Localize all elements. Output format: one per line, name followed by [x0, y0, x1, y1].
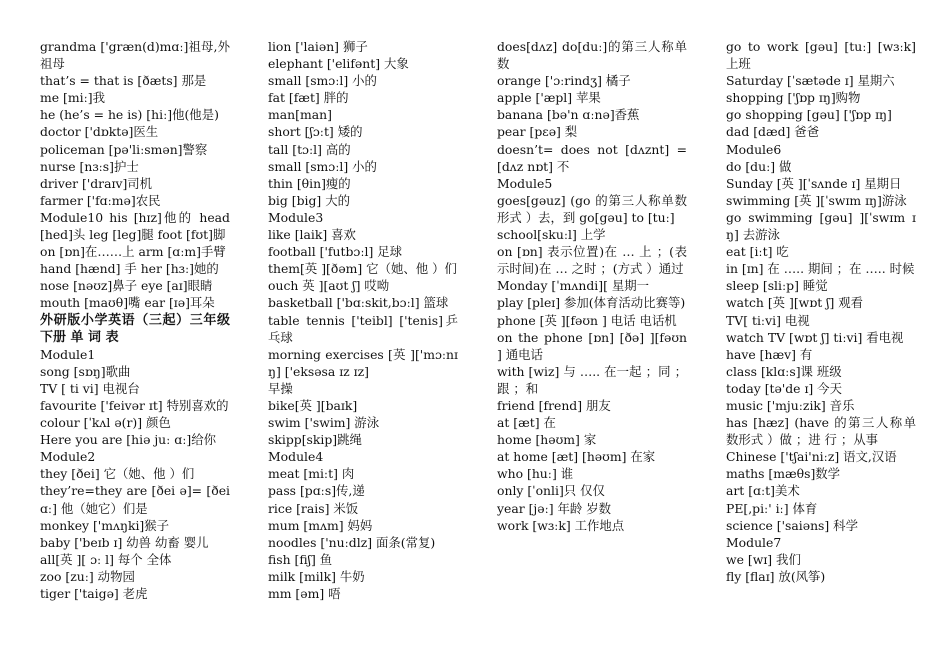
vocab-entry: pass [pɑːs]传,递 [268, 483, 365, 499]
vocab-entry: Here you are [hiə juː ɑː]给你 [40, 432, 216, 448]
vocab-entry: phone [英 ][fəʊn ] 电话 电话机 [497, 312, 677, 328]
vocab-entry: morning exercises [英 ]['mɔːnɪŋ] ['eksəsa ɪz ɪz] [268, 346, 458, 379]
vocab-entry: colour [ˈkʌl ə(r)] 颜色 [40, 415, 171, 431]
vocab-entry: do [duː] 做 [726, 158, 792, 174]
vocab-entry: sleep [sliːp] 睡觉 [726, 278, 828, 294]
vocab-entry: Module2 [40, 449, 96, 465]
vocab-entry: bike[英 ][baɪk] [268, 397, 358, 413]
vocab-entry: meat [miːt] 肉 [268, 466, 355, 482]
vocab-entry: Monday [ˈmʌndi][ 星期一 [497, 278, 650, 294]
vocab-entry: maths [mæθs]数学 [726, 466, 841, 482]
vocab-entry: ouch 英 ][aʊt ʃ] 哎呦 [268, 278, 390, 294]
vocab-entry: watch [英 ][wɒt ʃ] 观看 [726, 295, 864, 311]
vocab-entry: nurse [nɜːs]护士 [40, 158, 139, 174]
vocab-entry: basketball ['bɑːskit,bɔːl] 篮球 [268, 295, 449, 311]
vocab-entry: Module7 [726, 534, 782, 550]
vocab-entry: tiger ['taigə] 老虎 [40, 586, 148, 601]
vocab-entry: on [ɒn]在……上 arm [ɑːm]手臂 [40, 244, 226, 260]
vocab-entry: at [æt] 在 [497, 415, 556, 431]
vocab-entry: milk [milk] 牛奶 [268, 568, 365, 584]
vocab-entry: zoo [zuː] 动物园 [40, 568, 135, 584]
vocab-entry: Sunday [英 ][ˈsʌnde ɪ] 星期日 [726, 175, 902, 191]
vocab-entry: man[man] [268, 107, 332, 123]
vocab-entry: on [ɒn] 表示位置)在 … 上 ；(表示时间)在 … 之时 ；(方式 ）通过 [497, 244, 687, 277]
vocab-entry: go shopping [gəu] ['ʃɒp ɪŋ] [726, 107, 892, 123]
vocab-entry: thin [θin]瘦的 [268, 175, 351, 191]
vocab-entry: at home [æt] [həʊm] 在家 [497, 449, 656, 465]
vocab-entry: PE[,piː' iː] 体育 [726, 500, 818, 516]
vocab-entry: policeman [pə'liːsmən]警察 [40, 141, 208, 157]
vocab-entry: elephant ['elifənt] 大象 [268, 56, 409, 72]
vocab-entry: Saturday [ˈsætəde ɪ] 星期六 [726, 73, 895, 89]
vocab-entry: in [ɪn] 在 ….. 期间 ；在 ….. 时候 [726, 261, 915, 277]
vocab-entry: fish [fiʃ] 鱼 [268, 551, 333, 567]
vocab-entry: Module5 [497, 175, 553, 191]
vocab-entry: swimming [英 ][ˈswɪm ɪŋ]游泳 [726, 192, 907, 208]
vocab-entry: TV [ ti vi] 电视台 [40, 380, 140, 396]
vocab-entry: Chinese ['tʃai'niːz] 语文,汉语 [726, 449, 897, 465]
vocab-entry: go to work [gəu] [tuː] [wɜːk] 上班 [726, 39, 916, 72]
vocab-entry: who [huː] 谁 [497, 466, 574, 482]
vocab-entry: doctor ['dɒktə]医生 [40, 124, 159, 140]
vocab-entry: mm [əm] 唔 [268, 586, 341, 601]
vocab-entry: hand [hænd] 手 her [hɜː]她的 [40, 261, 219, 277]
vocab-entry: them[英 ][ðəm] 它（她、他 ）们 [268, 261, 457, 277]
vocab-entry: pear [pɛə] 梨 [497, 124, 578, 140]
vocab-entry: football ['futbɔːl] 足球 [268, 244, 403, 260]
vocab-entry: noodles ['nuːdlz] 面条(常复) [268, 534, 436, 550]
vocab-entry: rice [rais] 米饭 [268, 500, 359, 516]
vocab-entry: driver ['draɪv]司机 [40, 175, 153, 191]
vocab-entry: banana [bə'n ɑːnə]香蕉 [497, 107, 640, 123]
vocab-entry: home [həʊm] 家 [497, 432, 597, 448]
vocab-entry: watch TV [wɒt ʃ] tiːvi] 看电视 [726, 329, 904, 345]
vocab-entry: 早操 [268, 380, 293, 396]
vocab-entry: orange ['ɔːrindʒ] 橘子 [497, 73, 631, 89]
vocab-entry: on the phone [ɒn] [ðə] ][fəʊn ] 通电话 [497, 329, 687, 362]
vocab-entry: play [pleɪ] 参加(体育活动比赛等) [497, 295, 686, 311]
vocab-entry: go swimming [gəu] ][ˈswɪm ɪŋ] 去游泳 [726, 209, 916, 243]
vocab-entry: nose [nəʊz]鼻子 eye [aɪ]眼睛 [40, 278, 213, 294]
vocab-entry: fat [fæt] 胖的 [268, 90, 349, 106]
vocab-entry: Module3 [268, 209, 324, 225]
vocab-entry: grandma ['græn(d)mɑː]祖母,外祖母 [40, 39, 230, 72]
vocab-entry: lion ['laiən] 狮子 [268, 39, 368, 54]
vocab-entry: they’re=they are [ðei ə]= [ðei ɑː] 他（她它）们是 [40, 483, 230, 516]
vocab-entry: class [klɑːs]课 班级 [726, 363, 842, 379]
vocab-entry: only [ˈonli]只 仅仅 [497, 483, 605, 499]
vocab-entry: art [ɑːt]美术 [726, 483, 800, 499]
vocab-entry: school[skuːl] 上学 [497, 227, 606, 243]
vocab-entry: table tennis ['teibl] ['tenis]乒乓球 [268, 312, 458, 345]
vocab-entry: eat [iːt] 吃 [726, 244, 789, 260]
vocab-entry: monkey ['mʌŋki]猴子 [40, 517, 170, 533]
vocab-entry: we [wɪ] 我们 [726, 551, 801, 567]
vocab-entry: Module4 [268, 449, 324, 465]
vocab-entry: year [jəː] 年龄 岁数 [497, 500, 612, 516]
vocab-entry: fly [flaɪ] 放(风筝) [726, 568, 826, 584]
vocab-entry: he (he’s = he is) [hiː]他(他是) [40, 107, 219, 123]
vocab-entry: today [tə'de ɪ] 今天 [726, 380, 842, 396]
vocab-entry: science ['saiəns] 科学 [726, 517, 858, 533]
vocab-entry: they [ðei] 它（她、他 ）们 [40, 466, 195, 482]
vocab-column-4 [726, 38, 916, 585]
vocab-entry: Module1 [40, 346, 96, 362]
vocab-entry: mum [mʌm] 妈妈 [268, 517, 373, 533]
vocab-entry: song [sɒŋ]歌曲 [40, 363, 131, 379]
vocab-entry: Module10 his [hɪz]他的 head [hed]头 leg [leg]腿 foot [fʊt]脚 [40, 209, 230, 243]
vocab-entry: all[英 ][ ɔː l] 每个 全体 [40, 551, 172, 567]
vocab-entry: goes[gəuz] (go 的第三人称单数形式 ）去，到 go[gəu] to [tuː] [497, 192, 687, 225]
vocab-entry: doesn’t= does not [dʌznt] = [dʌz nɒt] 不 [497, 141, 687, 174]
vocab-entry: baby ['beɪb ɪ] 幼兽 幼畜 婴儿 [40, 534, 209, 550]
vocab-column-1 [40, 38, 230, 602]
vocab-entry: short [ʃɔːt] 矮的 [268, 124, 363, 140]
vocab-entry: music ['mjuːzik] 音乐 [726, 397, 855, 413]
vocab-entry: swim ['swim] 游泳 [268, 415, 380, 431]
vocab-entry: shopping ['ʃɒp ɪŋ]购物 [726, 90, 861, 106]
vocab-entry: dad [dæd] 爸爸 [726, 124, 820, 140]
vocab-entry: favourite ['feivər ɪt] 特别喜欢的 [40, 397, 229, 413]
vocab-column-3 [497, 38, 687, 534]
vocab-entry: skipp[skip]跳绳 [268, 432, 362, 448]
vocab-entry: like [laik] 喜欢 [268, 227, 356, 243]
vocab-entry: small [smɔːl] 小的 [268, 158, 377, 174]
vocab-column-2 [268, 38, 458, 602]
vocab-entry: work [wɜːk] 工作地点 [497, 517, 625, 533]
vocab-entry: with [wiz] 与 ….. 在一起 ；同 ；跟 ；和 [497, 363, 687, 396]
vocab-entry: mouth [maʊθ]嘴 ear [ɪə]耳朵 [40, 295, 215, 311]
vocab-entry: big [big] 大的 [268, 192, 350, 208]
vocab-entry: that’s = that is [ðæts] 那是 [40, 73, 207, 89]
vocab-entry: small [smɔːl] 小的 [268, 73, 377, 89]
vocab-entry: apple ['æpl] 苹果 [497, 90, 601, 106]
vocab-entry: me [miː]我 [40, 90, 105, 106]
vocab-entry: has [hæz] (have 的第三人称单数形式 ）做 ；进 行 ；从事 [726, 415, 916, 448]
vocab-entry: farmer ['fɑːmə]农民 [40, 192, 161, 208]
vocab-entry: Module6 [726, 141, 782, 157]
vocab-entry: friend [frend] 朋友 [497, 397, 611, 413]
vocab-entry: TV[ tiːvi] 电视 [726, 312, 810, 328]
vocab-entry: 外研版小学英语（三起）三年级下册 单 词 表 [40, 312, 230, 345]
vocab-entry: have [hæv] 有 [726, 346, 813, 362]
vocab-entry: does[dʌz] do[duː]的第三人称单数 [497, 39, 687, 72]
vocab-entry: tall [tɔːl] 高的 [268, 141, 351, 157]
